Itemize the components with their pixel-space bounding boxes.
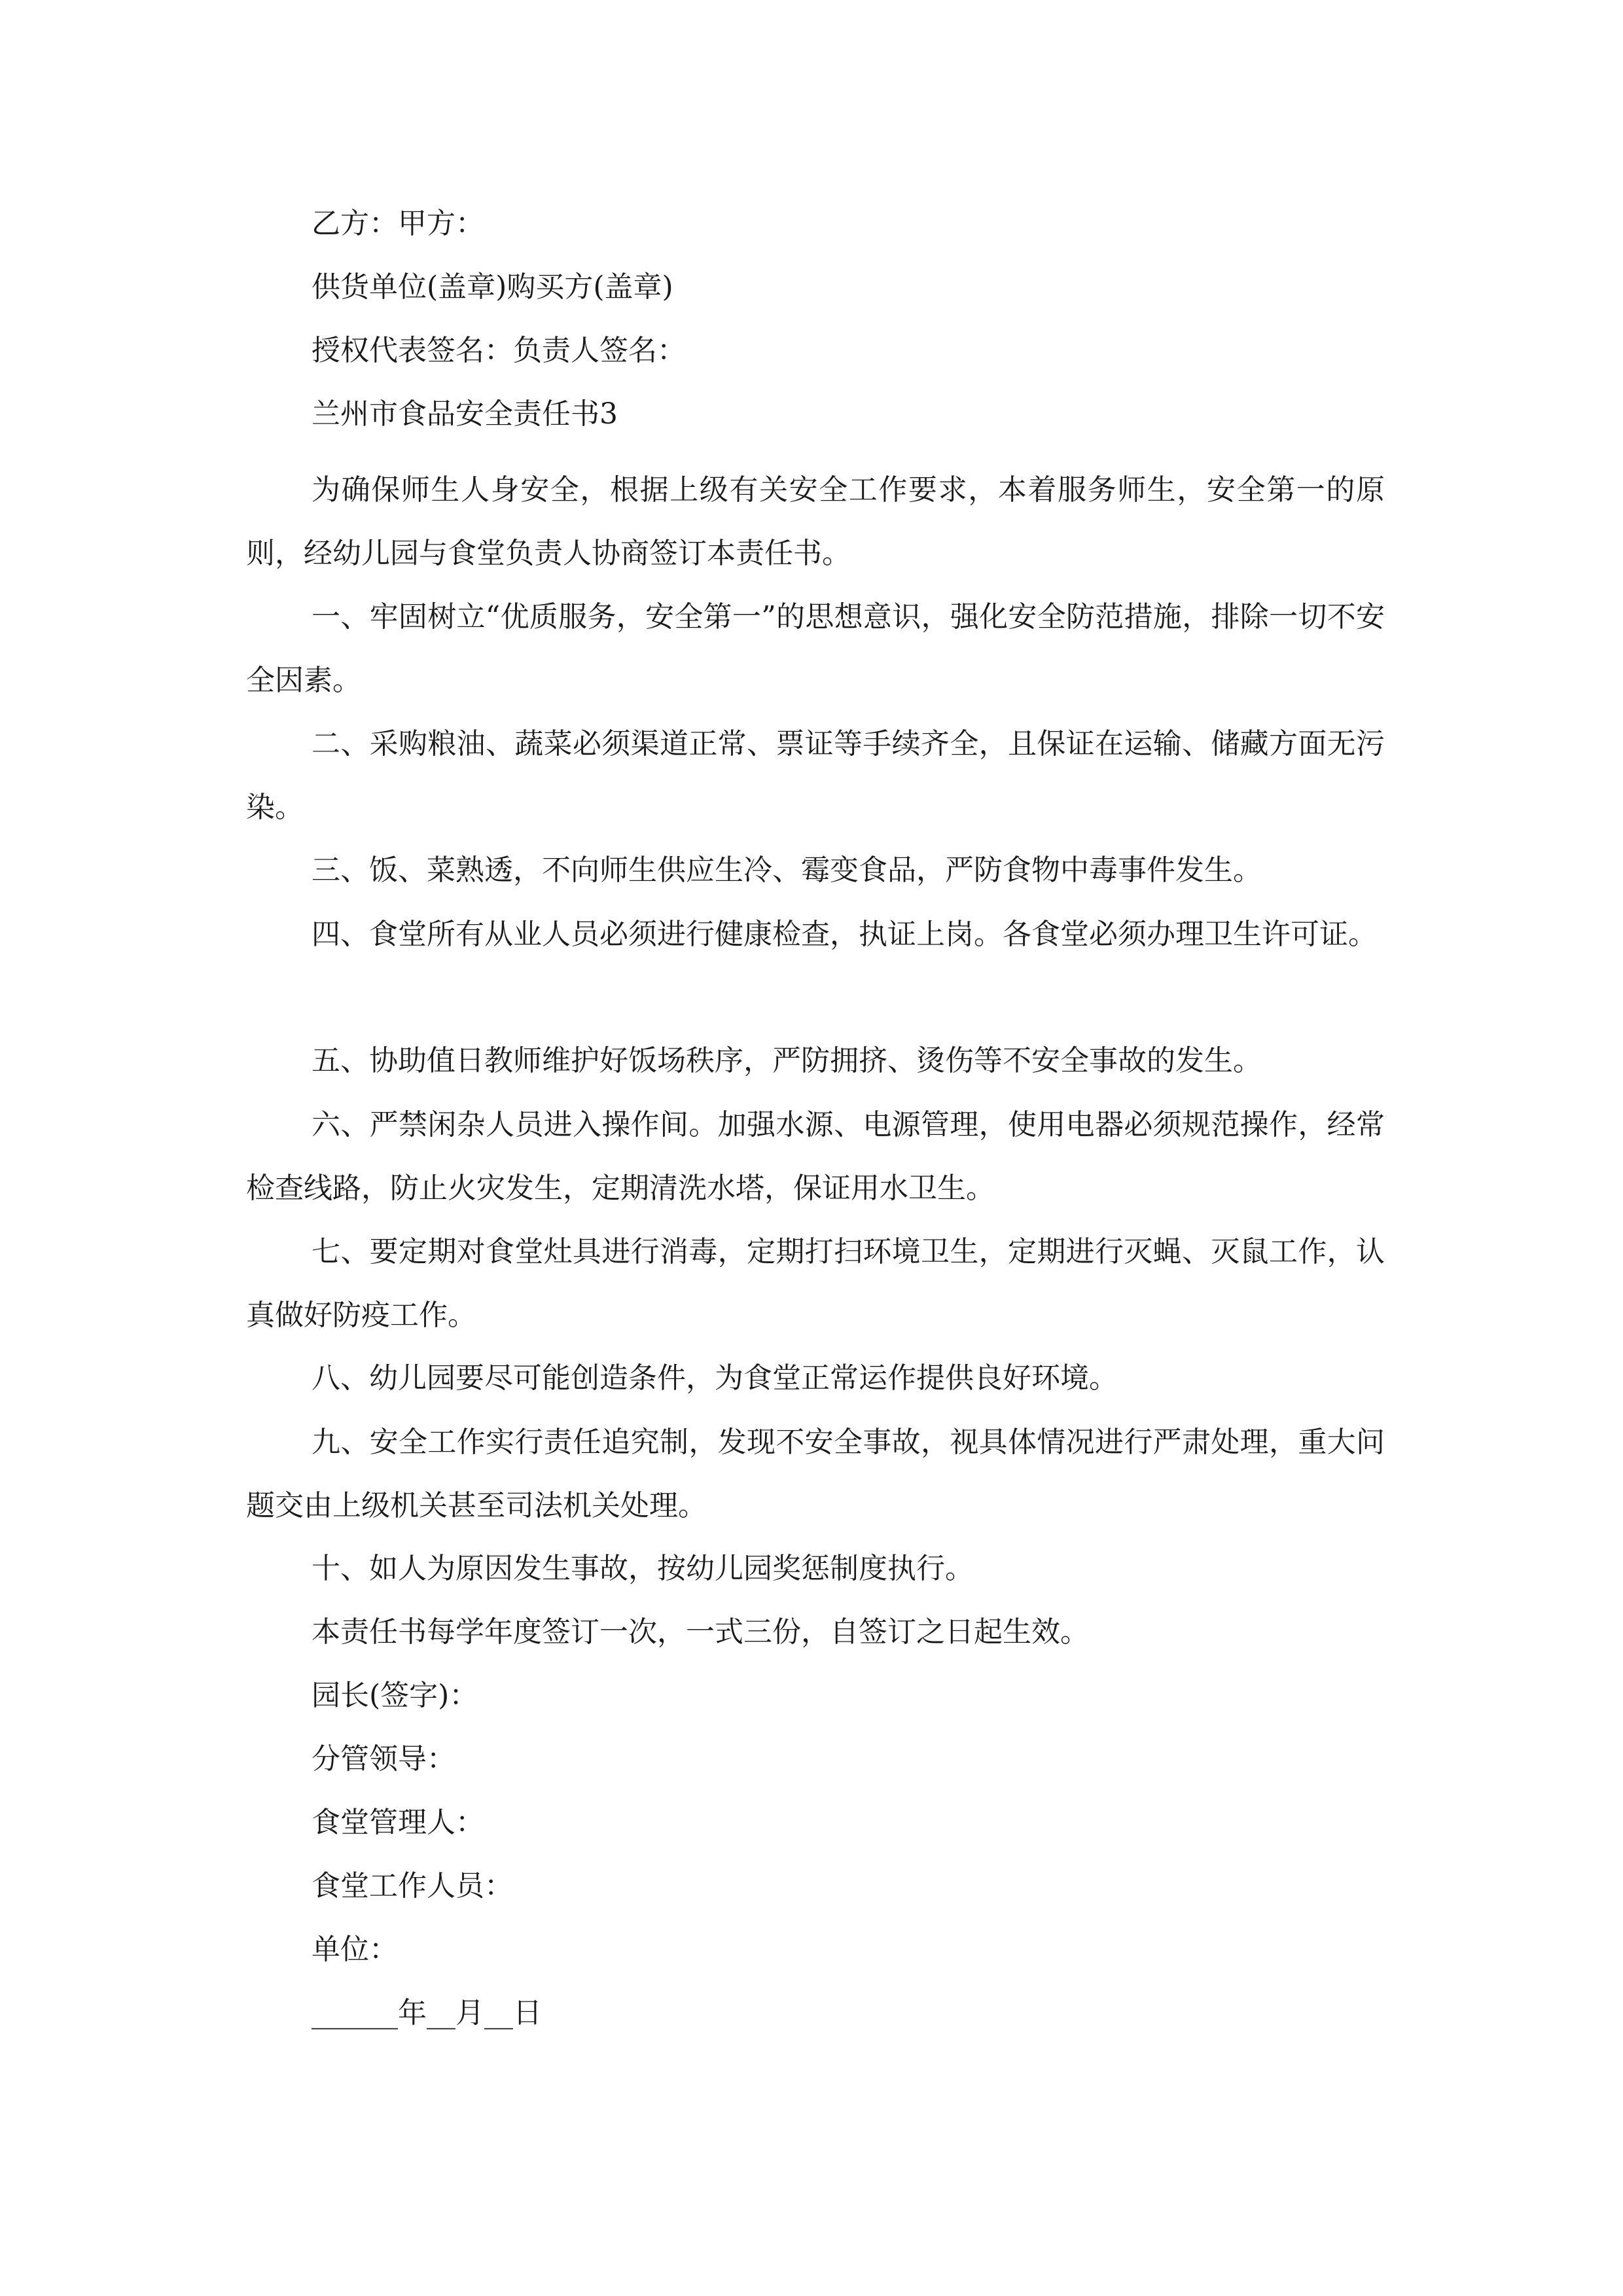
unit-signature: 单位： [312,1933,398,1966]
clause-5: 五、协助值日教师维护好饭场秩序，严防拥挤、烫伤等不安全事故的发生。 [312,1044,1262,1077]
validity-statement: 本责任书每学年度签订一次，一式三份，自签订之日起生效。 [312,1615,1089,1649]
clause-7: 七、要定期对食堂灶具进行消毒，定期打扫环境卫生，定期进行灭蝇、灭鼠工作，认真做好防疫工作。 [246,1235,1385,1332]
clause-10: 十、如人为原因发生事故，按幼儿园奖惩制度执行。 [312,1552,974,1585]
clause-3: 三、饭、菜熟透，不向师生供应生冷、霉变食品，严防食物中毒事件发生。 [312,853,1262,887]
intro-paragraph: 为确保师生人身安全，根据上级有关安全工作要求，本着服务师生，安全第一的原则，经幼儿园与食堂负责人协商签订本责任书。 [246,473,1385,570]
clause-2: 二、采购粮油、蔬菜必须渠道正常、票证等手续齐全，且保证在运输、储藏方面无污染。 [246,727,1385,824]
clause-4: 四、食堂所有从业人员必须进行健康检查，执证上岗。各食堂必须办理卫生许可证。 [312,918,1377,951]
signature-line: 授权代表签名：负责人签名： [312,334,686,367]
party-line: 乙方：甲方： [312,207,484,240]
clause-8: 八、幼儿园要尽可能创造条件，为食堂正常运作提供良好环境。 [312,1361,1118,1395]
date-line: ______年__月__日 [312,1996,542,2030]
canteen-staff-signature: 食堂工作人员： [312,1869,513,1903]
clause-6: 六、严禁闲杂人员进入操作间。加强水源、电源管理，使用电器必须规范操作，经常检查线路，防止火灾发生，定期清洗水塔，保证用水卫生。 [246,1108,1385,1205]
supervisor-signature: 分管领导： [312,1742,455,1776]
clause-1: 一、牢固树立“优质服务，安全第一”的思想意识，强化安全防范措施，排除一切不安全因素。 [246,600,1385,697]
clause-9: 九、安全工作实行责任追究制，发现不安全事故，视具体情况进行严肃处理，重大问题交由上级机关甚至司法机关处理。 [246,1426,1385,1522]
canteen-manager-signature: 食堂管理人： [312,1806,484,1839]
principal-signature: 园长(签字)： [312,1679,478,1712]
document-title: 兰州市食品安全责任书3 [312,397,618,431]
seal-line: 供货单位(盖章)购买方(盖章) [312,270,673,304]
